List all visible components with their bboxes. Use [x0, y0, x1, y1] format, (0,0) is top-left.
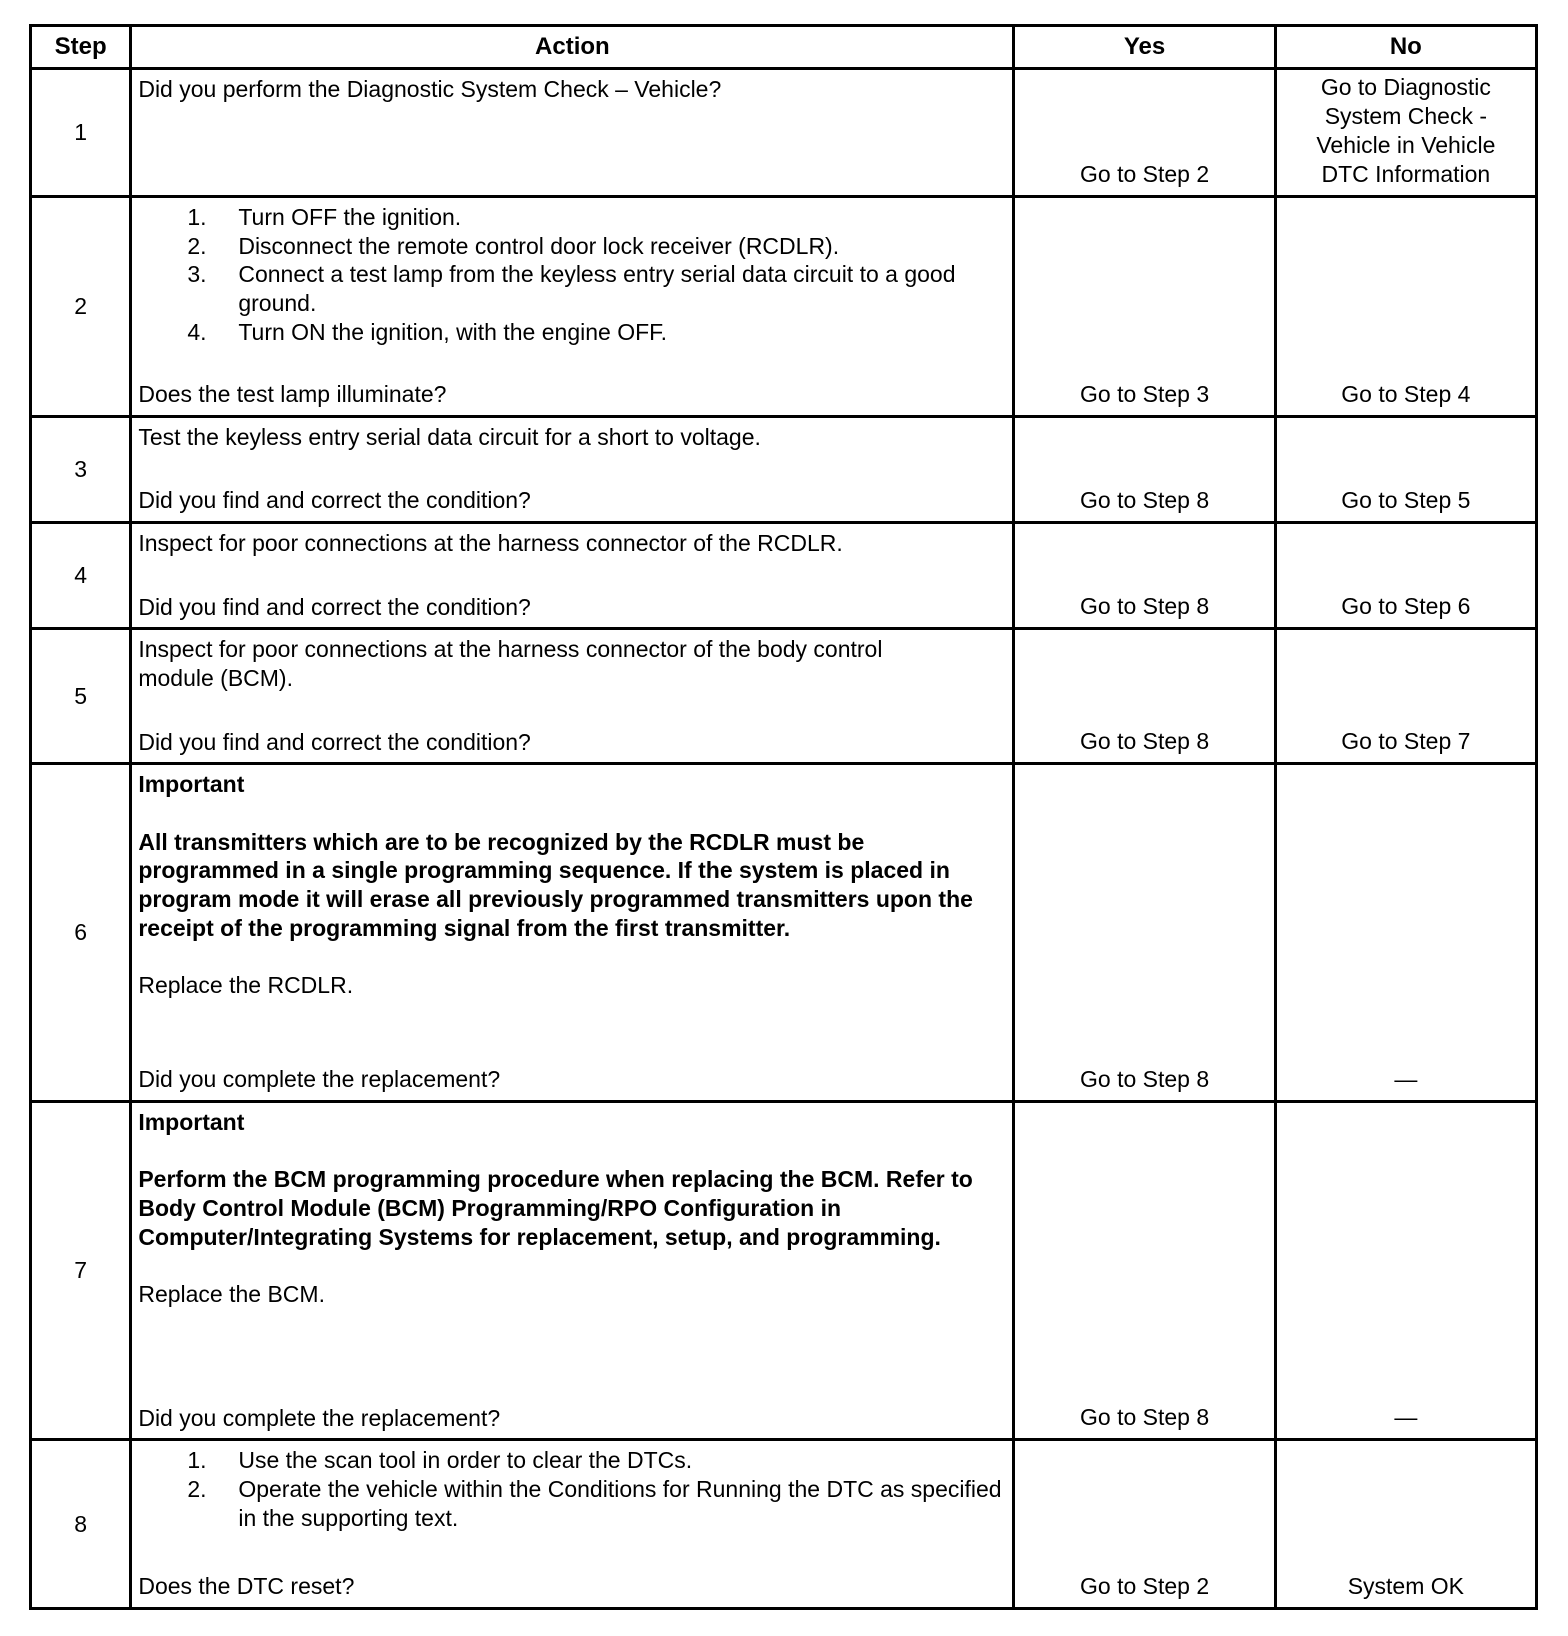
table-row: [31, 196, 1537, 416]
no-cell: Go to Step 5: [1275, 416, 1536, 522]
important-label: Important: [138, 1108, 245, 1135]
step-number: 3: [31, 416, 131, 522]
header-action: Action: [131, 26, 1014, 69]
instruction-text: Inspect for poor connections at the harness connector of the RCDLR.: [138, 530, 843, 556]
question-text: Did you perform the Diagnostic System Check – Vehicle?: [138, 76, 722, 102]
question-text: Did you find and correct the condition?: [138, 593, 531, 620]
yes-cell: Go to Step 8: [1014, 629, 1275, 764]
diagnostic-table: [29, 24, 1538, 1610]
no-cell: Go to Step 6: [1275, 523, 1536, 629]
yes-cell: Go to Step 8: [1014, 1101, 1275, 1439]
list-item: 1. Turn OFF the ignition.: [187, 203, 462, 230]
action-steps: [138, 203, 1006, 347]
question-text: Does the test lamp illuminate?: [138, 380, 447, 407]
action-steps: [138, 1446, 1006, 1532]
action-cell: [131, 416, 1014, 522]
header-no: No: [1275, 26, 1536, 69]
no-cell: Go to Step 4: [1275, 196, 1536, 416]
yes-cell: Go to Step 2: [1014, 1440, 1275, 1609]
action-cell: [131, 1101, 1014, 1439]
header-yes: Yes: [1014, 26, 1275, 69]
question-text: Did you complete the replacement?: [138, 1066, 501, 1093]
step-number: 2: [31, 196, 131, 416]
no-cell: —: [1275, 1101, 1536, 1439]
step-number: 6: [31, 764, 131, 1101]
header-step: Step: [31, 26, 131, 69]
table-row: [31, 764, 1537, 1101]
action-cell: [131, 69, 1014, 197]
question-text: Does the DTC reset?: [138, 1573, 355, 1600]
step-number: 4: [31, 523, 131, 629]
important-note: Perform the BCM programming procedure when replacing the BCM. Refer to Body Control Module (BCM) Programming/RPO Configuration in Computer/Integrating Systems for replacement, setup, and programming.: [138, 1166, 973, 1250]
instruction-text: Replace the RCDLR.: [138, 972, 354, 999]
header-row: [31, 26, 1537, 69]
step-number: 1: [31, 69, 131, 197]
table-row: [31, 69, 1537, 197]
yes-cell: Go to Step 2: [1014, 69, 1275, 197]
question-text: Did you find and correct the condition?: [138, 487, 531, 514]
table-row: [31, 1101, 1537, 1439]
action-cell: [131, 764, 1014, 1101]
question-text: Did you complete the replacement?: [138, 1404, 501, 1431]
list-item: 2. Disconnect the remote control door lock receiver (RCDLR).: [187, 232, 840, 259]
instruction-text: Test the keyless entry serial data circuit for a short to voltage.: [138, 423, 761, 450]
step-number: 7: [31, 1101, 131, 1439]
no-cell: Go to Step 7: [1275, 629, 1536, 764]
instruction-text: Replace the BCM.: [138, 1280, 325, 1307]
list-item: 1. Use the scan tool in order to clear the DTCs.: [187, 1447, 693, 1474]
table-row: [31, 523, 1537, 629]
no-cell: —: [1275, 764, 1536, 1101]
table-row: [31, 416, 1537, 522]
list-item: 4. Turn ON the ignition, with the engine OFF.: [187, 318, 668, 345]
important-label: Important: [138, 771, 245, 798]
yes-cell: Go to Step 8: [1014, 523, 1275, 629]
action-cell: [131, 629, 1014, 764]
no-cell: System OK: [1275, 1440, 1536, 1609]
action-cell: [131, 196, 1014, 416]
table-row: [31, 1440, 1537, 1609]
list-item: 2. Operate the vehicle within the Conditions for Running the DTC as specified in the supporting text.: [187, 1475, 1002, 1531]
question-text: Did you find and correct the condition?: [138, 728, 531, 755]
no-cell: Go to Diagnostic System Check - Vehicle in Vehicle DTC Information: [1275, 69, 1536, 197]
list-item: 3. Connect a test lamp from the keyless entry serial data circuit to a good ground.: [187, 261, 956, 316]
yes-cell: Go to Step 8: [1014, 416, 1275, 522]
yes-cell: Go to Step 3: [1014, 196, 1275, 416]
table-row: [31, 629, 1537, 764]
important-note: All transmitters which are to be recognized by the RCDLR must be programmed in a single programming sequence. If the system is placed in program mode it will erase all previously programmed transmitters upon the receipt of the programming signal from the first transmitter.: [138, 828, 973, 941]
step-number: 5: [31, 629, 131, 764]
step-number: 8: [31, 1440, 131, 1609]
action-cell: [131, 1440, 1014, 1609]
instruction-text: Inspect for poor connections at the harness connector of the body control module (BCM).: [138, 636, 883, 692]
yes-cell: Go to Step 8: [1014, 764, 1275, 1101]
action-cell: [131, 523, 1014, 629]
